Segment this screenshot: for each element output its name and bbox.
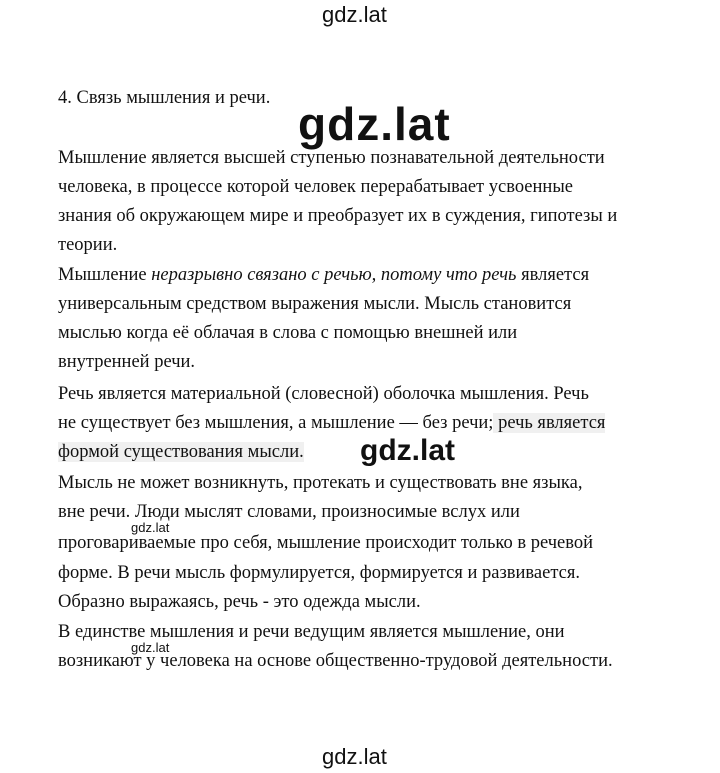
text-line: человека, в процессе которой человек перерабатывает усвоенные [58,177,573,197]
text-line: Речь является материальной (словесной) оболочка мышления. Речь [58,384,589,404]
italic-segment: неразрывно связано с речью, потому что речь [151,265,517,285]
text-segment: является [516,265,590,285]
section-heading: 4. Связь мышления и речи. [58,88,271,108]
text-line: теории. [58,235,118,255]
text-line: проговариваемые про себя, мышление происходит только в речевой [58,533,593,553]
text-line: вне речи. Люди мыслят словами, произносимые вслух или [58,502,520,522]
text-segment: не существует без мышления, а мышление — без речи; [58,413,494,433]
watermark-top: gdz.lat [322,2,387,27]
text-line: возникают у человека на основе общественно-трудовой деятельности. [58,651,613,671]
text-line: Мышление является высшей ступенью познавательной деятельности [58,148,605,168]
text-line: мыслью когда её облачая в слова с помощью внешней или [58,323,518,343]
text-line [58,412,605,434]
text-line: знания об окружающем мире и преобразует их в суждения, гипотезы и [58,206,618,226]
text-line [58,264,589,286]
highlighted-segment: формой существования мысли. [58,442,304,462]
watermark-small: gdz.lat [131,520,170,535]
text-line: В единстве мышления и речи ведущим является мышление, они [58,622,565,642]
text-line: внутренней речи. [58,352,196,372]
text-line: универсальным средством выражения мысли. Мысль становится [58,294,572,314]
text-line: форме. В речи мысль формулируется, формируется и развивается. [58,563,580,583]
text-line: Мысль не может возникнуть, протекать и существовать вне языка, [58,473,583,493]
watermark-large: gdz.lat [298,98,451,150]
watermark-middle: gdz.lat [360,434,455,467]
text-line: Образно выражаясь, речь - это одежда мысли. [58,592,421,612]
highlighted-segment: речь является [493,413,606,433]
watermark-small: gdz.lat [131,640,170,655]
text-segment: Мышление [58,265,152,285]
watermark-bottom: gdz.lat [322,744,387,769]
text-line [58,441,304,463]
